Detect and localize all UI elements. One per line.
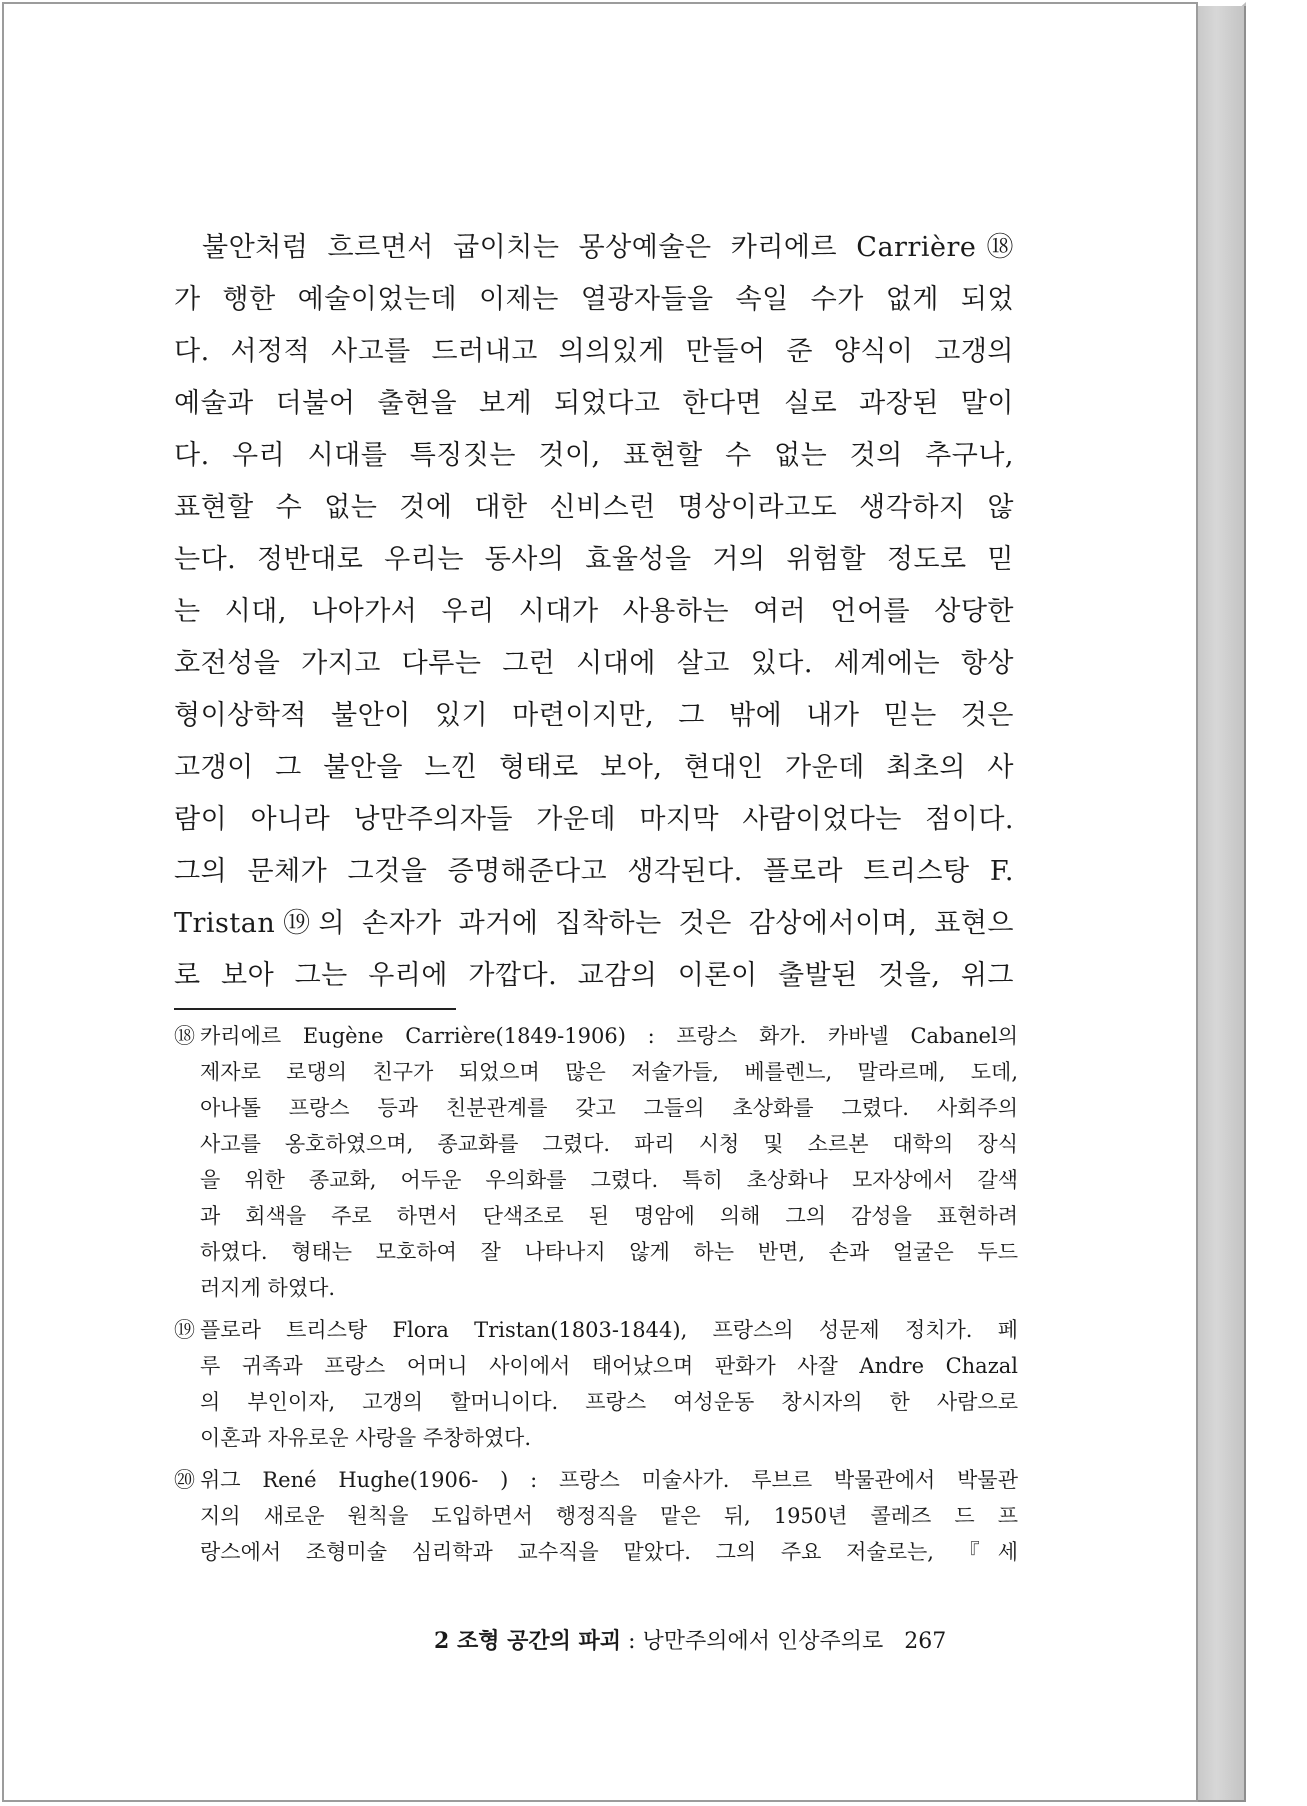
body-line: 호전성을 가지고 다루는 그런 시대에 살고 있다. 세계에는 항상 xyxy=(174,648,1014,679)
footnote-line: 루 귀족과 프랑스 어머니 사이에서 태어났으며 판화가 사잘 Andre Chazal xyxy=(200,1354,1018,1378)
footnote-line: 위그 René Hughe(1906- ) : 프랑스 미술사가. 루브르 박물관에서 박물관 xyxy=(200,1468,1018,1492)
body-line: 다. 우리 시대를 특징짓는 것이, 표현할 수 없는 것의 추구나, xyxy=(174,440,1014,471)
footnote-20 xyxy=(174,1462,1018,1570)
chapter-subtitle: : 낭만주의에서 인상주의로 xyxy=(628,1629,884,1654)
footnote-line: 을 위한 종교화, 어두운 우의화를 그렸다. 특히 초상화나 모자상에서 갈색 xyxy=(200,1168,1018,1192)
footnote-divider xyxy=(174,1008,456,1010)
footnote-line: 하였다. 형태는 모호하여 잘 나타나지 않게 하는 반면, 손과 얼굴은 두드 xyxy=(200,1240,1018,1264)
body-line: 람이 아니라 낭만주의자들 가운데 마지막 사람이었다는 점이다. xyxy=(174,804,1014,835)
footnotes xyxy=(174,1018,1018,1576)
footnote-18 xyxy=(174,1018,1018,1306)
body-line: 표현할 수 없는 것에 대한 신비스런 명상이라고도 생각하지 않 xyxy=(174,492,1014,523)
body-line: 불안처럼 흐르면서 굽이치는 몽상예술은 카리에르 Carrière⑱ xyxy=(202,232,1014,263)
body-line: 예술과 더불어 출현을 보게 되었다고 한다면 실로 과장된 말이 xyxy=(174,388,1014,419)
body-line: 가 행한 예술이었는데 이제는 열광자들을 속일 수가 없게 되었 xyxy=(174,284,1014,315)
body-line: 고갱이 그 불안을 느낀 형태로 보아, 현대인 가운데 최초의 사 xyxy=(174,752,1014,783)
page-number: 267 xyxy=(904,1629,947,1654)
footnote-19 xyxy=(174,1312,1018,1456)
footnote-line: 지의 새로운 원칙을 도입하면서 행정직을 맡은 뒤, 1950년 콜레즈 드 프 xyxy=(200,1504,1018,1528)
footnote-line: 사고를 옹호하였으며, 종교화를 그렸다. 파리 시청 및 소르본 대학의 장식 xyxy=(200,1132,1018,1156)
footnote-number: ⑲ xyxy=(174,1318,195,1342)
footnote-line: 랑스에서 조형미술 심리학과 교수직을 맡았다. 그의 주요 저술로는, 『세 xyxy=(200,1540,1018,1564)
footnote-line: 이혼과 자유로운 사랑을 주창하였다. xyxy=(200,1426,531,1450)
body-line: 로 보아 그는 우리에 가깝다. 교감의 이론이 출발된 것을, 위그 xyxy=(174,960,1014,991)
footnote-line: 아나톨 프랑스 등과 친분관계를 갖고 그들의 초상화를 그렸다. 사회주의 xyxy=(200,1096,1018,1120)
footnote-number: ⑱ xyxy=(174,1024,195,1048)
chapter-title: 2 조형 공간의 파괴 xyxy=(434,1628,622,1654)
footnote-line: 의 부인이자, 고갱의 할머니이다. 프랑스 여성운동 창시자의 한 사람으로 xyxy=(200,1390,1018,1414)
book-page xyxy=(2,2,1198,1802)
footnote-line: 과 회색을 주로 하면서 단색조로 된 명암에 의해 그의 감성을 표현하려 xyxy=(200,1204,1018,1228)
body-line: 는다. 정반대로 우리는 동사의 효율성을 거의 위험할 정도로 믿 xyxy=(174,544,1014,575)
footnote-line: 러지게 하였다. xyxy=(200,1276,336,1300)
body-line: Tristan⑲의 손자가 과거에 집착하는 것은 감상에서이며, 표현으 xyxy=(174,908,1014,939)
footnote-line: 카리에르 Eugène Carrière(1849-1906) : 프랑스 화가. 카바넬 Cabanel의 xyxy=(200,1024,1018,1048)
footnote-line: 플로라 트리스탕 Flora Tristan(1803-1844), 프랑스의 성문제 정치가. 페 xyxy=(200,1318,1018,1342)
body-line: 형이상학적 불안이 있기 마련이지만, 그 밖에 내가 믿는 것은 xyxy=(174,700,1014,731)
footnote-number: ⑳ xyxy=(174,1468,195,1492)
body-text xyxy=(174,222,1014,1002)
body-line: 는 시대, 나아가서 우리 시대가 사용하는 여러 언어를 상당한 xyxy=(174,596,1014,627)
body-line: 다. 서정적 사고를 드러내고 의의있게 만들어 준 양식이 고갱의 xyxy=(174,336,1014,367)
footnote-line: 제자로 로댕의 친구가 되었으며 많은 저술가들, 베를렌느, 말라르메, 도데, xyxy=(200,1060,1018,1084)
page-edge xyxy=(1198,6,1246,1802)
running-footer xyxy=(434,1624,946,1655)
body-line: 그의 문체가 그것을 증명해준다고 생각된다. 플로라 트리스탕 F. xyxy=(174,856,1014,887)
